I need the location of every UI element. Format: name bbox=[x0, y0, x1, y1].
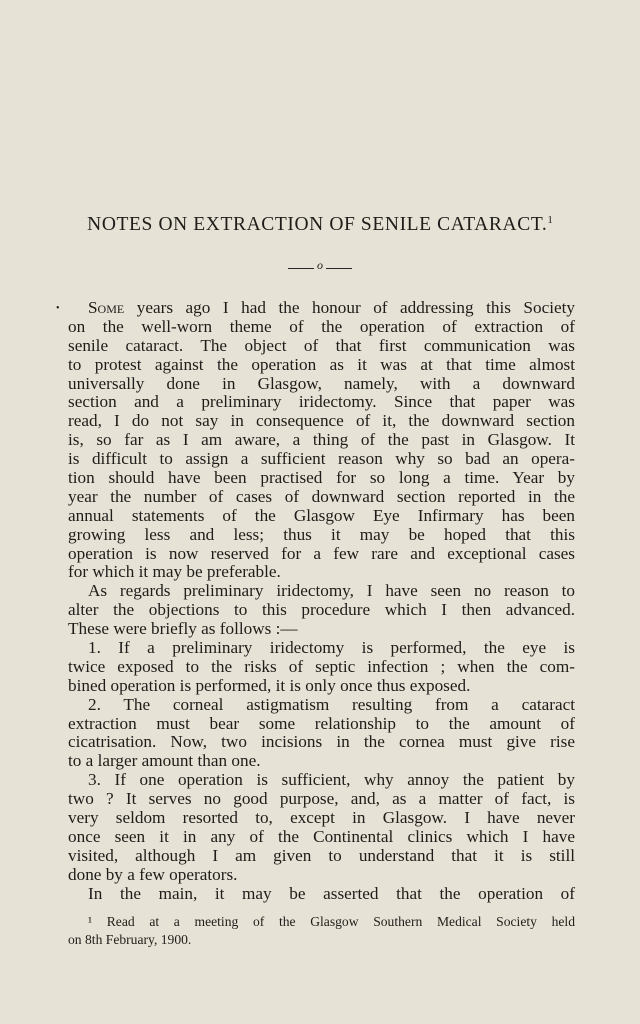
footnote-line: ¹ Read at a meeting of the Glasgow Southern Medical Society held bbox=[88, 914, 575, 929]
body-line: operation is now reserved for a few rare and exceptional cases bbox=[68, 543, 575, 563]
divider-ornament: o bbox=[317, 258, 323, 272]
divider-rule-right bbox=[326, 268, 352, 269]
body-line: for which it may be preferable. bbox=[68, 562, 281, 582]
body-line: cicatrisation. Now, two incisions in the cornea must give rise bbox=[68, 732, 575, 752]
article-title bbox=[0, 214, 640, 236]
article-body bbox=[68, 299, 575, 904]
margin-speck: • bbox=[56, 303, 60, 314]
body-line: section and a preliminary iridectomy. Since that paper was bbox=[68, 392, 575, 412]
body-line: year the number of cases of downward section reported in the bbox=[68, 486, 575, 506]
body-line: 3. If one operation is sufficient, why annoy the patient by bbox=[88, 770, 575, 790]
body-line: on the well-worn theme of the operation of extraction of bbox=[68, 316, 575, 336]
body-line: is difficult to assign a sufficient reason why so bad an opera- bbox=[68, 449, 575, 469]
body-line: to protest against the operation as it was at that time almost bbox=[68, 354, 575, 374]
body-line: two ? It serves no good purpose, and, as a matter of fact, is bbox=[68, 789, 575, 809]
body-line: 1. If a preliminary iridectomy is performed, the eye is bbox=[88, 638, 575, 658]
body-line: 2. The corneal astigmatism resulting from a cataract bbox=[88, 694, 575, 714]
body-line: annual statements of the Glasgow Eye Infirmary has been bbox=[68, 505, 575, 525]
body-line: As regards preliminary iridectomy, I have seen no reason to bbox=[88, 581, 575, 601]
title-text: NOTES ON EXTRACTION OF SENILE CATARACT. bbox=[87, 214, 548, 235]
title-divider bbox=[288, 258, 352, 278]
divider-rule-left bbox=[288, 268, 314, 269]
footnote-line: on 8th February, 1900. bbox=[68, 932, 192, 947]
footnote bbox=[68, 913, 575, 949]
body-line: These were briefly as follows :— bbox=[68, 619, 298, 639]
body-line: done by a few operators. bbox=[68, 864, 238, 884]
body-line: alter the objections to this procedure which I then advanced. bbox=[68, 600, 575, 620]
body-line: senile cataract. The object of that first communication was bbox=[68, 335, 575, 355]
body-line: is, so far as I am aware, a thing of the past in Glasgow. It bbox=[68, 430, 575, 450]
body-line: Some years ago I had the honour of addressing this Society bbox=[88, 298, 575, 317]
title-footnote-marker: 1 bbox=[547, 214, 553, 226]
body-line: extraction must bear some relationship to the amount of bbox=[68, 713, 575, 733]
body-line: read, I do not say in consequence of it, the downward section bbox=[68, 411, 575, 431]
body-line: tion should have been practised for so long a time. Year by bbox=[68, 468, 575, 488]
body-line: growing less and less; thus it may be hoped that this bbox=[68, 524, 575, 544]
body-line: twice exposed to the risks of septic infection ; when the com- bbox=[68, 656, 575, 676]
body-line: very seldom resorted to, except in Glasgow. I have never bbox=[68, 808, 575, 828]
body-line: universally done in Glasgow, namely, with a downward bbox=[68, 373, 575, 393]
body-line: visited, although I am given to understand that it is still bbox=[68, 845, 575, 865]
body-line: to a larger amount than one. bbox=[68, 751, 261, 771]
body-line: In the main, it may be asserted that the operation of bbox=[88, 883, 575, 903]
body-line: bined operation is performed, it is only once thus exposed. bbox=[68, 675, 471, 695]
body-line: once seen it in any of the Continental clinics which I have bbox=[68, 826, 575, 846]
opening-word: Some bbox=[88, 298, 125, 317]
